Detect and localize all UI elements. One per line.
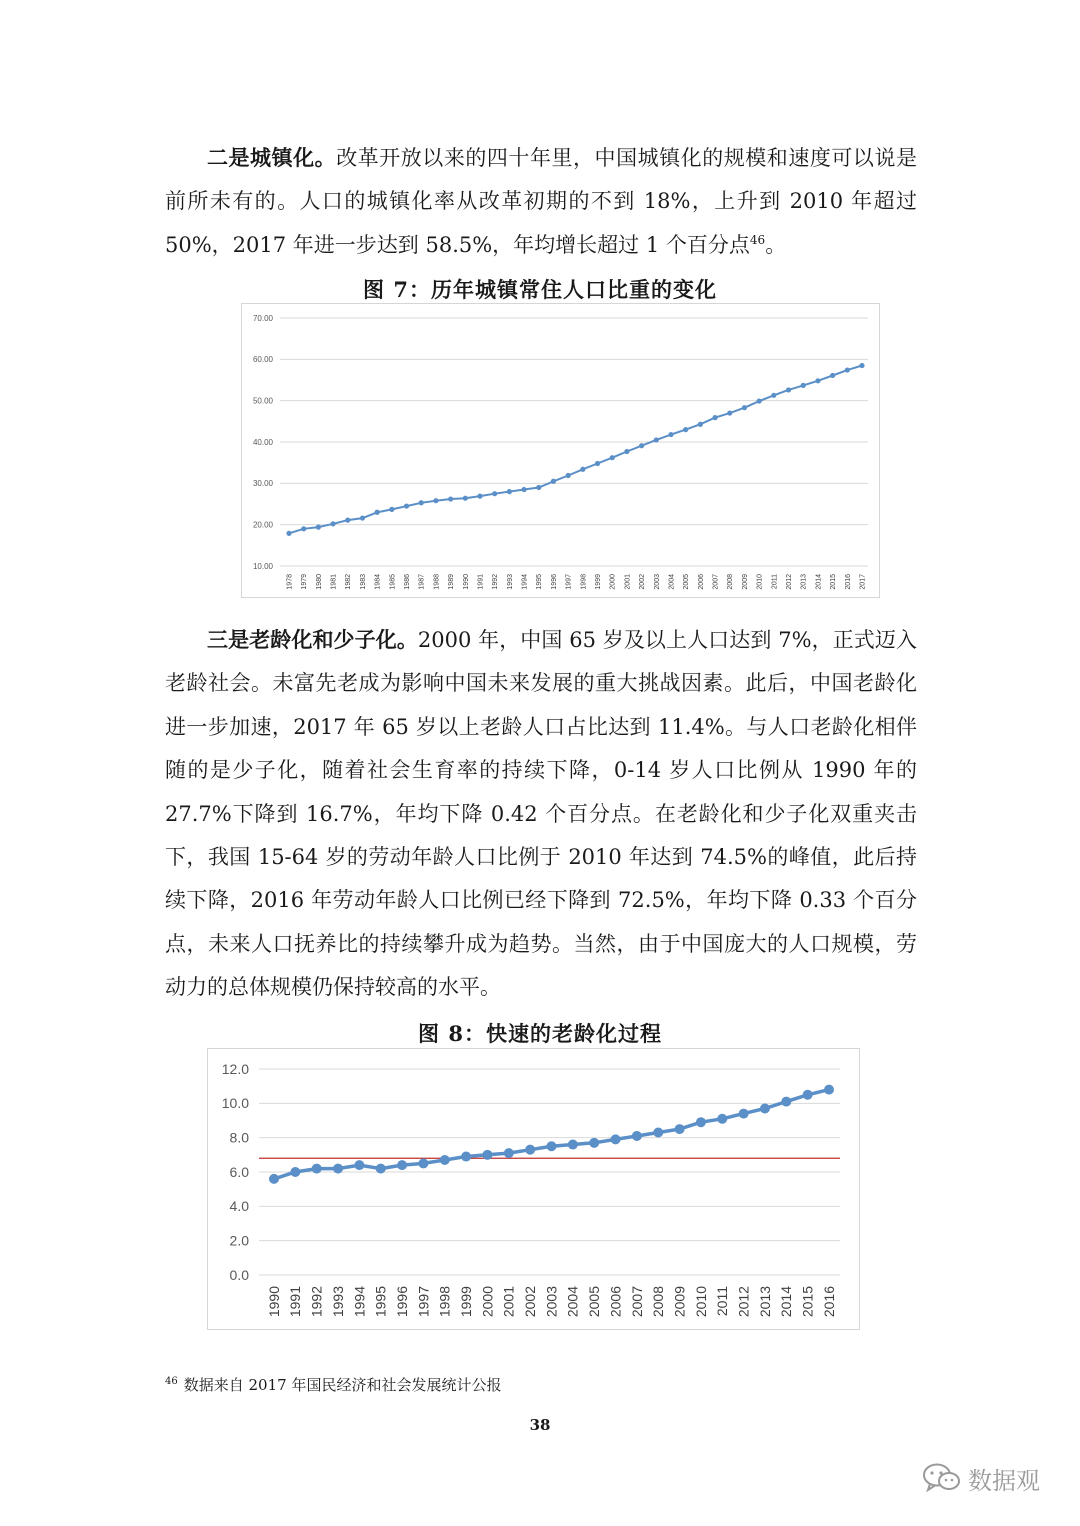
x-tick-label: 1991 xyxy=(287,1286,304,1318)
x-tick-label: 1993 xyxy=(506,574,514,590)
data-point xyxy=(536,485,541,490)
x-tick-label: 1996 xyxy=(550,574,558,590)
x-tick-label: 1979 xyxy=(301,574,309,590)
paragraph-lead: 二是城镇化。 xyxy=(207,145,337,170)
y-tick-label: 70.00 xyxy=(252,313,273,323)
x-tick-label: 1988 xyxy=(433,574,441,590)
figure-7-title: 图 7：历年城镇常住人口比重的变化 xyxy=(363,277,717,302)
data-point xyxy=(611,1134,621,1144)
data-point xyxy=(375,510,380,515)
x-tick-label: 1985 xyxy=(389,574,397,590)
x-tick-label: 2017 xyxy=(859,574,867,590)
x-tick-label: 2007 xyxy=(712,574,720,590)
x-tick-label: 2001 xyxy=(500,1286,517,1318)
data-point xyxy=(830,373,835,378)
data-point xyxy=(286,531,291,536)
x-tick-label: 1998 xyxy=(580,574,588,590)
aging-chart-svg xyxy=(208,1049,859,1329)
data-point xyxy=(632,1131,642,1141)
data-point xyxy=(712,415,717,420)
x-tick-label: 1984 xyxy=(374,574,382,590)
data-point xyxy=(757,398,762,403)
x-tick-label: 1997 xyxy=(565,574,573,590)
y-tick-label: 60.00 xyxy=(252,355,273,365)
urbanization-chart-svg xyxy=(242,304,879,597)
data-point xyxy=(566,473,571,478)
x-tick-label: 2013 xyxy=(800,574,808,590)
y-tick-label: 0.0 xyxy=(229,1266,249,1283)
data-point xyxy=(547,1141,557,1151)
x-tick-label: 2009 xyxy=(671,1286,688,1318)
x-tick-label: 1986 xyxy=(403,574,411,590)
data-point xyxy=(568,1140,578,1150)
data-point xyxy=(312,1164,322,1174)
data-point xyxy=(639,443,644,448)
data-point xyxy=(771,393,776,398)
x-tick-label: 1994 xyxy=(351,1286,368,1318)
x-tick-label: 2006 xyxy=(607,1286,624,1318)
x-tick-label: 1989 xyxy=(448,574,456,590)
data-point xyxy=(859,363,864,368)
x-tick-label: 2002 xyxy=(522,1286,539,1318)
data-point xyxy=(525,1145,535,1155)
x-tick-label: 2012 xyxy=(785,574,793,590)
x-tick-label: 1995 xyxy=(372,1286,389,1318)
paragraph-end: 。 xyxy=(765,232,787,257)
x-tick-label: 2004 xyxy=(564,1286,581,1318)
x-tick-label: 1978 xyxy=(286,574,294,590)
x-tick-label: 2014 xyxy=(815,574,823,590)
x-tick-label: 1990 xyxy=(265,1286,282,1318)
x-tick-label: 2012 xyxy=(735,1286,752,1318)
data-point xyxy=(330,521,335,526)
x-tick-label: 2004 xyxy=(668,574,676,590)
x-tick-label: 2000 xyxy=(609,574,617,590)
y-tick-label: 40.00 xyxy=(252,437,273,447)
x-tick-label: 1994 xyxy=(521,574,529,590)
data-point xyxy=(269,1174,279,1184)
x-tick-label: 2016 xyxy=(820,1286,837,1318)
data-point xyxy=(301,526,306,531)
data-point xyxy=(801,383,806,388)
x-tick-label: 1997 xyxy=(415,1286,432,1318)
data-point xyxy=(742,405,747,410)
x-tick-label: 1987 xyxy=(418,574,426,590)
data-point xyxy=(440,1155,450,1165)
y-tick-label: 30.00 xyxy=(252,479,273,489)
y-tick-label: 6.0 xyxy=(229,1163,249,1180)
aging-chart xyxy=(207,1048,860,1330)
x-tick-label: 1981 xyxy=(330,574,338,590)
x-tick-label: 2003 xyxy=(543,1286,560,1318)
data-point xyxy=(675,1124,685,1134)
x-tick-label: 1999 xyxy=(594,574,602,590)
x-tick-label: 2006 xyxy=(697,574,705,590)
x-tick-label: 2008 xyxy=(650,1286,667,1318)
data-point xyxy=(404,503,409,508)
paragraph-aging xyxy=(165,618,917,1010)
data-point xyxy=(610,455,615,460)
x-tick-label: 2011 xyxy=(771,574,779,590)
data-point xyxy=(504,1148,514,1158)
y-tick-label: 10.00 xyxy=(252,561,273,571)
x-tick-label: 2001 xyxy=(624,574,632,590)
data-point xyxy=(521,487,526,492)
data-point xyxy=(696,1117,706,1127)
paragraph-body: 2000 年，中国 65 岁及以上人口达到 7%，正式迈入老龄社会。未富先老成为影响中国未来发展的重大挑战因素。此后，中国老龄化进一步加速，2017 年 65 岁以上老龄人口占比达到 11.4%。与人口老龄化相伴随的是少子化，随着社会生育率的持续下降，0-14 岁人口比例从 1990 年的 27.7%下降到 16.7%，年均下降 0.42 个百分点。在老龄化和少子化双重夹击下，我国 15-64 岁的劳动年龄人口比例于 2010 年达到 74.5%的峰值，此后持续下降，2016 年劳动年龄人口比例已经下降到 72.5%，年均下降 0.33 个百分点，未来人口抚养比的持续攀升成为趋势。当然，由于中国庞大的人口规模，劳动力的总体规模仍保持较高的水平。 xyxy=(165,628,917,1000)
x-tick-label: 2009 xyxy=(741,574,749,590)
data-point xyxy=(461,1152,471,1162)
data-point xyxy=(354,1160,364,1170)
x-tick-label: 2010 xyxy=(692,1286,709,1318)
data-point xyxy=(397,1160,407,1170)
x-tick-label: 1998 xyxy=(436,1286,453,1318)
x-tick-label: 1992 xyxy=(492,574,500,590)
data-point xyxy=(463,496,468,501)
data-point xyxy=(290,1167,300,1177)
data-point xyxy=(668,432,673,437)
paragraph-lead: 三是老龄化和少子化。 xyxy=(207,627,418,652)
watermark-text: 数据观 xyxy=(968,1466,1040,1495)
data-point xyxy=(418,1158,428,1168)
data-point xyxy=(803,1090,813,1100)
wechat-icon xyxy=(922,1462,962,1494)
x-tick-label: 1990 xyxy=(462,574,470,590)
data-point xyxy=(477,494,482,499)
x-tick-label: 2014 xyxy=(778,1286,795,1318)
data-point xyxy=(482,1150,492,1160)
page-number: 38 xyxy=(529,1416,551,1434)
data-point xyxy=(760,1103,770,1113)
data-point xyxy=(448,496,453,501)
x-tick-label: 1983 xyxy=(359,574,367,590)
x-tick-label: 2011 xyxy=(714,1286,731,1317)
x-tick-label: 2007 xyxy=(628,1286,645,1318)
data-point xyxy=(824,1085,834,1095)
data-point xyxy=(595,461,600,466)
data-point xyxy=(683,427,688,432)
x-tick-label: 1992 xyxy=(308,1286,325,1318)
y-tick-label: 50.00 xyxy=(252,396,273,406)
data-point xyxy=(786,387,791,392)
y-tick-label: 10.0 xyxy=(221,1095,249,1112)
x-tick-label: 2002 xyxy=(639,574,647,590)
data-point xyxy=(580,467,585,472)
data-point xyxy=(589,1138,599,1148)
footnote xyxy=(165,1374,501,1395)
series-line xyxy=(289,366,862,534)
data-point xyxy=(376,1164,386,1174)
y-tick-label: 12.0 xyxy=(221,1060,249,1077)
data-point xyxy=(507,489,512,494)
data-point xyxy=(653,1128,663,1138)
data-point xyxy=(781,1097,791,1107)
x-tick-label: 2013 xyxy=(756,1286,773,1318)
x-tick-label: 1993 xyxy=(329,1286,346,1318)
footnote-number: 46 xyxy=(165,1376,178,1387)
x-tick-label: 2005 xyxy=(683,574,691,590)
footnote-reference[interactable]: 46 xyxy=(749,232,766,247)
data-point xyxy=(698,422,703,427)
x-tick-label: 2016 xyxy=(844,574,852,590)
data-point xyxy=(419,500,424,505)
data-point xyxy=(739,1109,749,1119)
data-point xyxy=(389,507,394,512)
paragraph-urbanization xyxy=(165,136,917,267)
figure-8-title: 图 8：快速的老龄化过程 xyxy=(418,1021,662,1046)
x-tick-label: 1995 xyxy=(536,574,544,590)
x-tick-label: 1999 xyxy=(458,1286,475,1318)
paragraph-body: 改革开放以来的四十年里，中国城镇化的规模和速度可以说是前所未有的。人口的城镇化率从改革初期的不到 18%，上升到 2010 年超过 50%，2017 年进一步达到 58.5%，年均增长超过 1 个百分点 xyxy=(165,146,917,257)
x-tick-label: 2003 xyxy=(653,574,661,590)
x-tick-label: 1982 xyxy=(345,574,353,590)
data-point xyxy=(433,498,438,503)
footnote-text: 数据来自 2017 年国民经济和社会发展统计公报 xyxy=(183,1376,502,1394)
x-tick-label: 1980 xyxy=(315,574,323,590)
data-point xyxy=(624,449,629,454)
x-tick-label: 2015 xyxy=(830,574,838,590)
data-point xyxy=(727,410,732,415)
data-point xyxy=(845,367,850,372)
x-tick-label: 1996 xyxy=(393,1286,410,1318)
data-point xyxy=(316,525,321,530)
x-tick-label: 2010 xyxy=(756,574,764,590)
y-tick-label: 20.00 xyxy=(252,520,273,530)
x-tick-label: 2000 xyxy=(479,1286,496,1318)
x-tick-label: 1991 xyxy=(477,574,485,590)
y-tick-label: 8.0 xyxy=(229,1129,249,1146)
watermark xyxy=(922,1460,1040,1496)
data-point xyxy=(815,378,820,383)
y-tick-label: 2.0 xyxy=(229,1232,249,1249)
urbanization-chart xyxy=(241,303,880,598)
x-tick-label: 2008 xyxy=(727,574,735,590)
x-tick-label: 2015 xyxy=(799,1286,816,1318)
data-point xyxy=(717,1114,727,1124)
data-point xyxy=(360,515,365,520)
data-point xyxy=(333,1164,343,1174)
data-point xyxy=(654,437,659,442)
data-point xyxy=(551,479,556,484)
y-tick-label: 4.0 xyxy=(229,1198,249,1215)
x-tick-label: 2005 xyxy=(586,1286,603,1318)
data-point xyxy=(492,491,497,496)
data-point xyxy=(345,518,350,523)
